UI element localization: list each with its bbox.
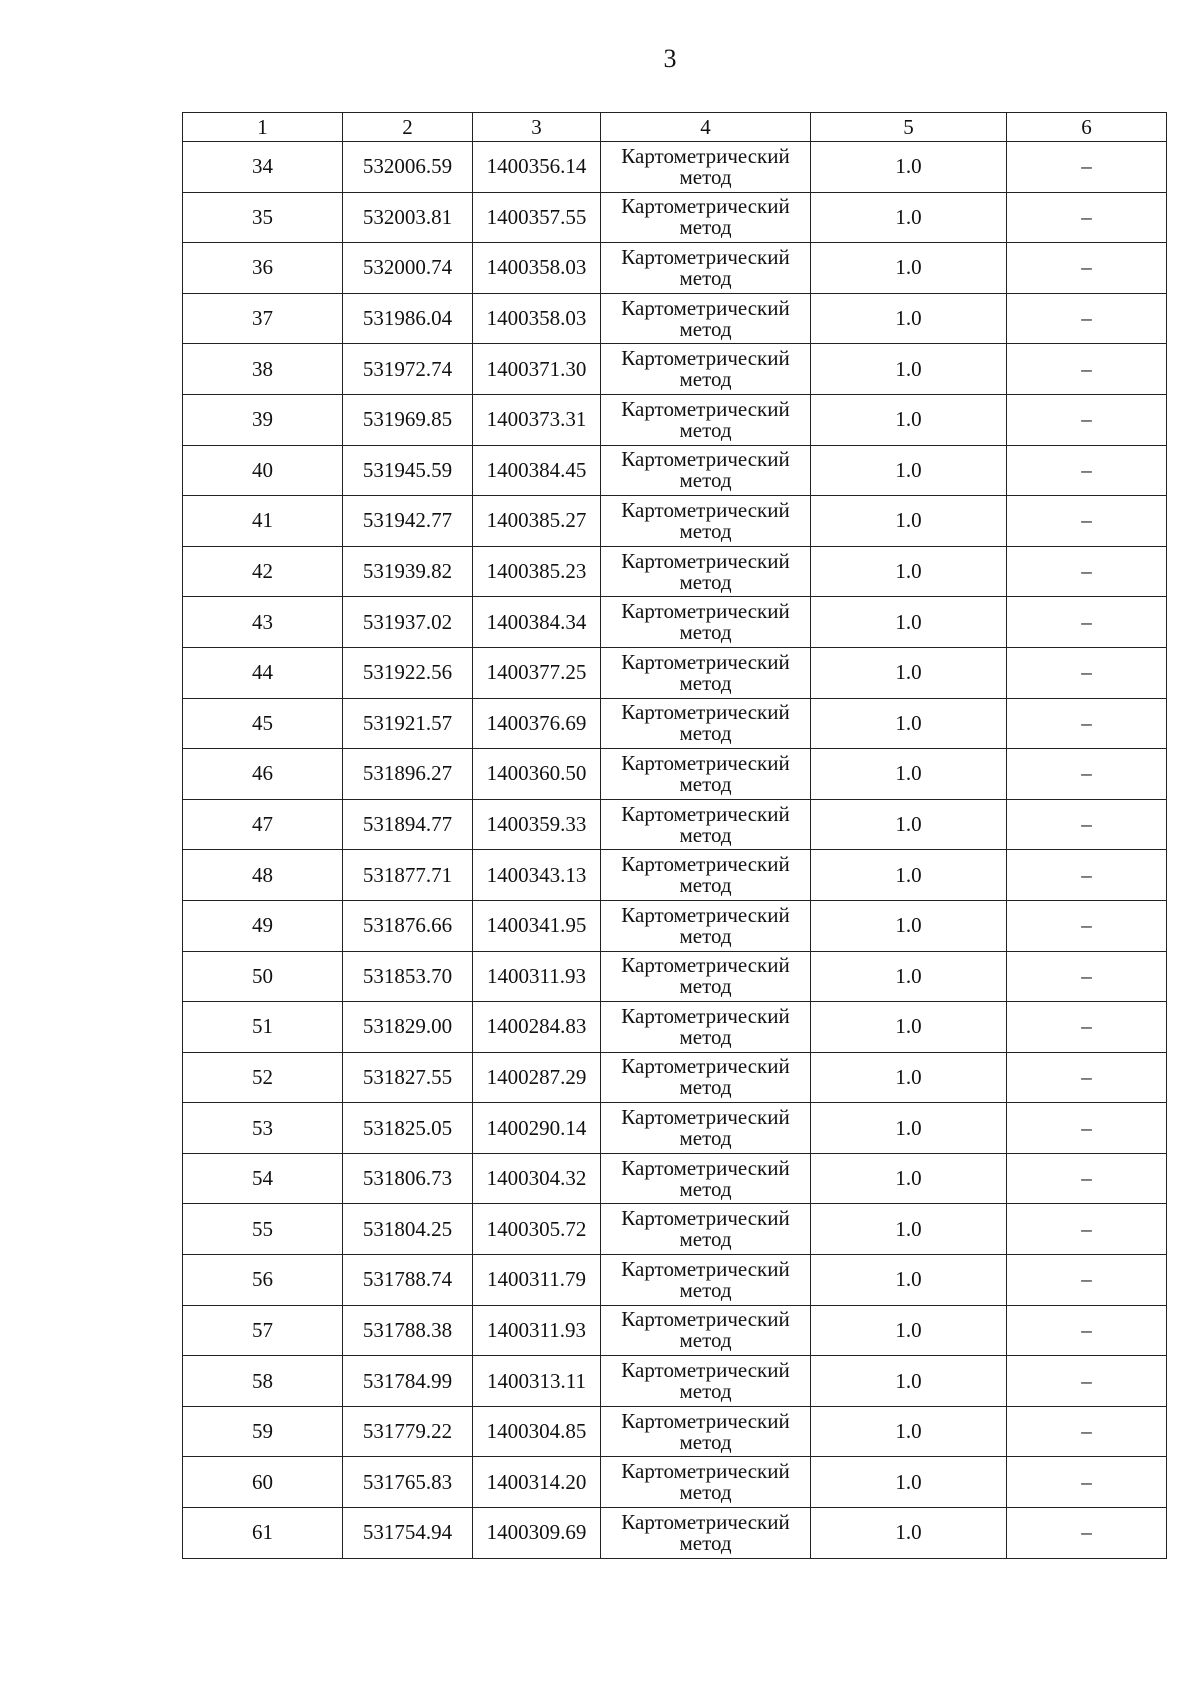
x-coordinate-cell: 531877.71: [343, 850, 473, 901]
point-number-cell: 48: [183, 850, 343, 901]
accuracy-cell: 1.0: [811, 496, 1007, 547]
x-coordinate-cell: 531945.59: [343, 445, 473, 496]
table-row: [183, 1153, 1167, 1204]
accuracy-cell: 1.0: [811, 1103, 1007, 1154]
method-line-2: метод: [679, 1277, 732, 1302]
method-line-2: метод: [679, 164, 732, 189]
table-header-row: [183, 113, 1167, 142]
note-cell: –: [1007, 1255, 1167, 1306]
point-number-cell: 45: [183, 698, 343, 749]
column-header-2: 2: [343, 113, 473, 142]
point-number-cell: 53: [183, 1103, 343, 1154]
point-number-cell: 51: [183, 1002, 343, 1053]
method-cell: [601, 192, 811, 243]
accuracy-cell: 1.0: [811, 900, 1007, 951]
note-cell: –: [1007, 1508, 1167, 1559]
method-line-1: Картометрический: [621, 548, 790, 573]
point-number-cell: 41: [183, 496, 343, 547]
x-coordinate-cell: 531829.00: [343, 1002, 473, 1053]
note-cell: –: [1007, 293, 1167, 344]
point-number-cell: 38: [183, 344, 343, 395]
accuracy-cell: 1.0: [811, 1305, 1007, 1356]
method-line-1: Картометрический: [621, 346, 790, 371]
table-row: [183, 192, 1167, 243]
x-coordinate-cell: 531937.02: [343, 597, 473, 648]
table-row: [183, 1002, 1167, 1053]
method-line-2: метод: [679, 518, 732, 543]
x-coordinate-cell: 531922.56: [343, 647, 473, 698]
y-coordinate-cell: 1400373.31: [473, 394, 601, 445]
note-cell: –: [1007, 496, 1167, 547]
x-coordinate-cell: 531825.05: [343, 1103, 473, 1154]
method-line-1: Картометрический: [621, 1003, 790, 1028]
method-cell: [601, 293, 811, 344]
method-cell: [601, 1052, 811, 1103]
method-line-1: Картометрический: [621, 194, 790, 219]
method-line-2: метод: [679, 417, 732, 442]
table-row: [183, 1103, 1167, 1154]
point-number-cell: 60: [183, 1457, 343, 1508]
y-coordinate-cell: 1400311.93: [473, 1305, 601, 1356]
method-line-1: Картометрический: [621, 1307, 790, 1332]
note-cell: –: [1007, 1305, 1167, 1356]
x-coordinate-cell: 531986.04: [343, 293, 473, 344]
accuracy-cell: 1.0: [811, 142, 1007, 193]
note-cell: –: [1007, 900, 1167, 951]
method-cell: [601, 597, 811, 648]
method-line-2: метод: [679, 1227, 732, 1252]
note-cell: –: [1007, 850, 1167, 901]
accuracy-cell: 1.0: [811, 445, 1007, 496]
table-row: [183, 1406, 1167, 1457]
column-header-6: 6: [1007, 113, 1167, 142]
point-number-cell: 56: [183, 1255, 343, 1306]
table-row: [183, 799, 1167, 850]
y-coordinate-cell: 1400357.55: [473, 192, 601, 243]
method-cell: [601, 1255, 811, 1306]
method-line-2: метод: [679, 721, 732, 746]
accuracy-cell: 1.0: [811, 1508, 1007, 1559]
point-number-cell: 52: [183, 1052, 343, 1103]
method-line-1: Картометрический: [621, 902, 790, 927]
coordinates-table: [182, 112, 1167, 1559]
method-line-2: метод: [679, 468, 732, 493]
point-number-cell: 42: [183, 546, 343, 597]
accuracy-cell: 1.0: [811, 1356, 1007, 1407]
y-coordinate-cell: 1400385.27: [473, 496, 601, 547]
y-coordinate-cell: 1400384.34: [473, 597, 601, 648]
method-line-2: метод: [679, 1176, 732, 1201]
method-line-2: метод: [679, 974, 732, 999]
y-coordinate-cell: 1400360.50: [473, 749, 601, 800]
accuracy-cell: 1.0: [811, 799, 1007, 850]
x-coordinate-cell: 531804.25: [343, 1204, 473, 1255]
note-cell: –: [1007, 951, 1167, 1002]
method-cell: [601, 799, 811, 850]
table-row: [183, 496, 1167, 547]
x-coordinate-cell: 531894.77: [343, 799, 473, 850]
table-row: [183, 293, 1167, 344]
page-number: 3: [663, 44, 677, 73]
note-cell: –: [1007, 1052, 1167, 1103]
note-cell: –: [1007, 749, 1167, 800]
accuracy-cell: 1.0: [811, 951, 1007, 1002]
method-line-2: метод: [679, 316, 732, 341]
x-coordinate-cell: 531896.27: [343, 749, 473, 800]
method-line-2: метод: [679, 1379, 732, 1404]
table-row: [183, 951, 1167, 1002]
accuracy-cell: 1.0: [811, 394, 1007, 445]
table-row: [183, 1508, 1167, 1559]
method-cell: [601, 546, 811, 597]
note-cell: –: [1007, 394, 1167, 445]
point-number-cell: 59: [183, 1406, 343, 1457]
table-row: [183, 1356, 1167, 1407]
accuracy-cell: 1.0: [811, 597, 1007, 648]
column-header-5: 5: [811, 113, 1007, 142]
column-header-3: 3: [473, 113, 601, 142]
method-cell: [601, 850, 811, 901]
y-coordinate-cell: 1400358.03: [473, 293, 601, 344]
table-row: [183, 1204, 1167, 1255]
method-cell: [601, 243, 811, 294]
point-number-cell: 35: [183, 192, 343, 243]
method-line-1: Картометрический: [621, 852, 790, 877]
accuracy-cell: 1.0: [811, 698, 1007, 749]
table-row: [183, 850, 1167, 901]
accuracy-cell: 1.0: [811, 647, 1007, 698]
method-line-2: метод: [679, 569, 732, 594]
accuracy-cell: 1.0: [811, 243, 1007, 294]
x-coordinate-cell: 531765.83: [343, 1457, 473, 1508]
method-line-2: метод: [679, 1024, 732, 1049]
method-line-1: Картометрический: [621, 396, 790, 421]
y-coordinate-cell: 1400359.33: [473, 799, 601, 850]
method-line-1: Картометрический: [621, 1206, 790, 1231]
x-coordinate-cell: 531876.66: [343, 900, 473, 951]
table-row: [183, 1052, 1167, 1103]
note-cell: –: [1007, 142, 1167, 193]
y-coordinate-cell: 1400311.79: [473, 1255, 601, 1306]
accuracy-cell: 1.0: [811, 344, 1007, 395]
y-coordinate-cell: 1400358.03: [473, 243, 601, 294]
method-line-1: Картометрический: [621, 447, 790, 472]
table-row: [183, 1305, 1167, 1356]
method-line-1: Картометрический: [621, 801, 790, 826]
method-line-1: Картометрический: [621, 143, 790, 168]
method-line-2: метод: [679, 822, 732, 847]
method-line-1: Картометрический: [621, 750, 790, 775]
point-number-cell: 40: [183, 445, 343, 496]
method-cell: [601, 1356, 811, 1407]
x-coordinate-cell: 531779.22: [343, 1406, 473, 1457]
method-line-2: метод: [679, 1126, 732, 1151]
method-line-2: метод: [679, 771, 732, 796]
method-cell: [601, 698, 811, 749]
method-line-2: метод: [679, 1075, 732, 1100]
method-cell: [601, 1002, 811, 1053]
note-cell: –: [1007, 243, 1167, 294]
accuracy-cell: 1.0: [811, 749, 1007, 800]
table-row: [183, 1255, 1167, 1306]
point-number-cell: 49: [183, 900, 343, 951]
note-cell: –: [1007, 1153, 1167, 1204]
method-cell: [601, 1103, 811, 1154]
method-cell: [601, 900, 811, 951]
accuracy-cell: 1.0: [811, 1153, 1007, 1204]
method-line-1: Картометрический: [621, 953, 790, 978]
method-line-1: Картометрический: [621, 1256, 790, 1281]
method-line-1: Картометрический: [621, 1408, 790, 1433]
table-row: [183, 698, 1167, 749]
method-cell: [601, 1204, 811, 1255]
point-number-cell: 54: [183, 1153, 343, 1204]
accuracy-cell: 1.0: [811, 850, 1007, 901]
y-coordinate-cell: 1400284.83: [473, 1002, 601, 1053]
y-coordinate-cell: 1400384.45: [473, 445, 601, 496]
y-coordinate-cell: 1400314.20: [473, 1457, 601, 1508]
table-row: [183, 749, 1167, 800]
point-number-cell: 47: [183, 799, 343, 850]
method-line-1: Картометрический: [621, 1105, 790, 1130]
x-coordinate-cell: 531921.57: [343, 698, 473, 749]
method-line-1: Картометрический: [621, 1459, 790, 1484]
method-cell: [601, 1457, 811, 1508]
note-cell: –: [1007, 597, 1167, 648]
accuracy-cell: 1.0: [811, 1255, 1007, 1306]
method-line-1: Картометрический: [621, 649, 790, 674]
x-coordinate-cell: 531853.70: [343, 951, 473, 1002]
point-number-cell: 34: [183, 142, 343, 193]
method-line-2: метод: [679, 923, 732, 948]
y-coordinate-cell: 1400309.69: [473, 1508, 601, 1559]
y-coordinate-cell: 1400341.95: [473, 900, 601, 951]
point-number-cell: 44: [183, 647, 343, 698]
method-line-1: Картометрический: [621, 700, 790, 725]
note-cell: –: [1007, 1002, 1167, 1053]
y-coordinate-cell: 1400290.14: [473, 1103, 601, 1154]
table-row: [183, 344, 1167, 395]
accuracy-cell: 1.0: [811, 1457, 1007, 1508]
method-cell: [601, 1153, 811, 1204]
method-line-2: метод: [679, 265, 732, 290]
y-coordinate-cell: 1400313.11: [473, 1356, 601, 1407]
y-coordinate-cell: 1400287.29: [473, 1052, 601, 1103]
method-cell: [601, 1406, 811, 1457]
method-cell: [601, 749, 811, 800]
point-number-cell: 39: [183, 394, 343, 445]
x-coordinate-cell: 531969.85: [343, 394, 473, 445]
table-row: [183, 647, 1167, 698]
x-coordinate-cell: 531972.74: [343, 344, 473, 395]
point-number-cell: 36: [183, 243, 343, 294]
x-coordinate-cell: 531788.74: [343, 1255, 473, 1306]
method-line-1: Картометрический: [621, 1155, 790, 1180]
method-cell: [601, 1508, 811, 1559]
column-header-4: 4: [601, 113, 811, 142]
y-coordinate-cell: 1400304.32: [473, 1153, 601, 1204]
note-cell: –: [1007, 1406, 1167, 1457]
x-coordinate-cell: 531784.99: [343, 1356, 473, 1407]
y-coordinate-cell: 1400376.69: [473, 698, 601, 749]
note-cell: –: [1007, 344, 1167, 395]
point-number-cell: 57: [183, 1305, 343, 1356]
method-line-1: Картометрический: [621, 599, 790, 624]
x-coordinate-cell: 531788.38: [343, 1305, 473, 1356]
x-coordinate-cell: 531754.94: [343, 1508, 473, 1559]
method-line-2: метод: [679, 670, 732, 695]
table-body: [183, 142, 1167, 1559]
y-coordinate-cell: 1400304.85: [473, 1406, 601, 1457]
x-coordinate-cell: 531942.77: [343, 496, 473, 547]
accuracy-cell: 1.0: [811, 1002, 1007, 1053]
point-number-cell: 37: [183, 293, 343, 344]
method-line-1: Картометрический: [621, 295, 790, 320]
note-cell: –: [1007, 647, 1167, 698]
method-line-1: Картометрический: [621, 1358, 790, 1383]
table-row: [183, 142, 1167, 193]
accuracy-cell: 1.0: [811, 1052, 1007, 1103]
table-row: [183, 546, 1167, 597]
point-number-cell: 58: [183, 1356, 343, 1407]
y-coordinate-cell: 1400371.30: [473, 344, 601, 395]
method-cell: [601, 344, 811, 395]
accuracy-cell: 1.0: [811, 546, 1007, 597]
point-number-cell: 55: [183, 1204, 343, 1255]
method-cell: [601, 445, 811, 496]
note-cell: –: [1007, 698, 1167, 749]
note-cell: –: [1007, 1356, 1167, 1407]
column-header-1: 1: [183, 113, 343, 142]
method-cell: [601, 394, 811, 445]
accuracy-cell: 1.0: [811, 1406, 1007, 1457]
note-cell: –: [1007, 1457, 1167, 1508]
method-line-1: Картометрический: [621, 1054, 790, 1079]
x-coordinate-cell: 532003.81: [343, 192, 473, 243]
note-cell: –: [1007, 192, 1167, 243]
method-line-2: метод: [679, 1530, 732, 1555]
method-cell: [601, 647, 811, 698]
note-cell: –: [1007, 445, 1167, 496]
method-cell: [601, 951, 811, 1002]
note-cell: –: [1007, 1103, 1167, 1154]
y-coordinate-cell: 1400356.14: [473, 142, 601, 193]
method-line-2: метод: [679, 873, 732, 898]
x-coordinate-cell: 532006.59: [343, 142, 473, 193]
table-row: [183, 597, 1167, 648]
method-line-2: метод: [679, 1429, 732, 1454]
y-coordinate-cell: 1400305.72: [473, 1204, 601, 1255]
y-coordinate-cell: 1400343.13: [473, 850, 601, 901]
note-cell: –: [1007, 546, 1167, 597]
accuracy-cell: 1.0: [811, 293, 1007, 344]
x-coordinate-cell: 531939.82: [343, 546, 473, 597]
method-cell: [601, 142, 811, 193]
x-coordinate-cell: 532000.74: [343, 243, 473, 294]
x-coordinate-cell: 531806.73: [343, 1153, 473, 1204]
y-coordinate-cell: 1400311.93: [473, 951, 601, 1002]
note-cell: –: [1007, 1204, 1167, 1255]
method-line-2: метод: [679, 215, 732, 240]
method-line-2: метод: [679, 367, 732, 392]
point-number-cell: 50: [183, 951, 343, 1002]
point-number-cell: 61: [183, 1508, 343, 1559]
accuracy-cell: 1.0: [811, 1204, 1007, 1255]
y-coordinate-cell: 1400385.23: [473, 546, 601, 597]
point-number-cell: 46: [183, 749, 343, 800]
method-line-2: метод: [679, 1328, 732, 1353]
y-coordinate-cell: 1400377.25: [473, 647, 601, 698]
method-line-1: Картометрический: [621, 244, 790, 269]
table-row: [183, 900, 1167, 951]
x-coordinate-cell: 531827.55: [343, 1052, 473, 1103]
method-line-2: метод: [679, 620, 732, 645]
table-row: [183, 445, 1167, 496]
table-row: [183, 243, 1167, 294]
method-line-2: метод: [679, 1480, 732, 1505]
table-row: [183, 1457, 1167, 1508]
method-cell: [601, 496, 811, 547]
point-number-cell: 43: [183, 597, 343, 648]
method-line-1: Картометрический: [621, 497, 790, 522]
method-cell: [601, 1305, 811, 1356]
table-row: [183, 394, 1167, 445]
accuracy-cell: 1.0: [811, 192, 1007, 243]
note-cell: –: [1007, 799, 1167, 850]
method-line-1: Картометрический: [621, 1509, 790, 1534]
